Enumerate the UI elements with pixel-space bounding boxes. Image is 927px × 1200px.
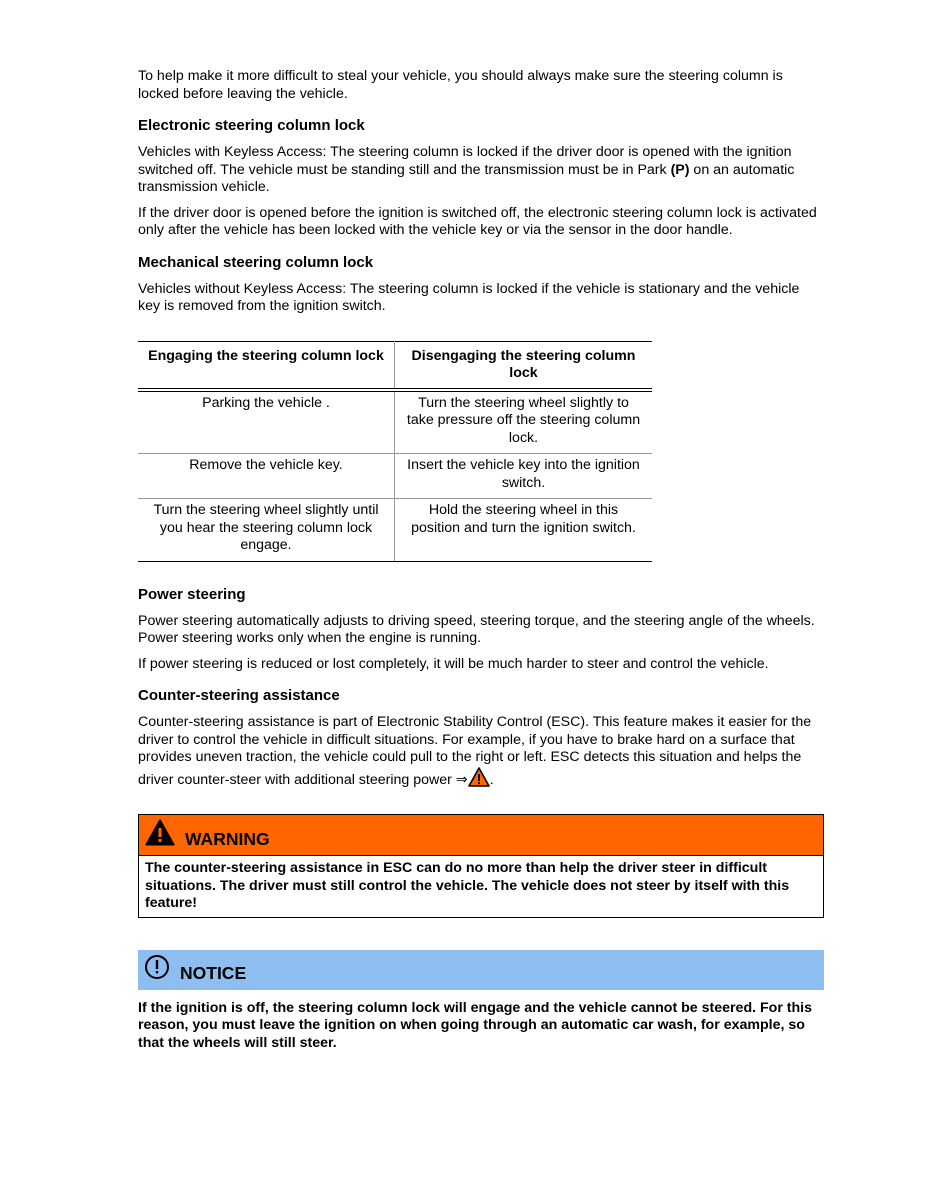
warning-triangle-icon (145, 819, 175, 852)
warning-header (139, 815, 823, 856)
counter-steering-heading: Counter-steering assistance (138, 687, 340, 704)
counter-steering-paragraph: Counter-steering assistance is part of Electronic Stability Control (ESC). This feature makes it easier for the driver to control the vehicle in difficult situations. For example, if you have to brake hard on a surface that provides uneven traction, the vehicle could pull to the right or left. ESC detects this situation and helps the driver counter-steer with additional steering power ⇒ . (138, 714, 824, 792)
steering-lock-table (138, 341, 652, 562)
notice-box (138, 950, 824, 1053)
table-cell: Turn the steering wheel slightly to take pressure off the steering column lock. (395, 390, 653, 454)
table-cell: Parking the vehicle . (138, 390, 395, 454)
table-row (138, 454, 652, 499)
notice-header (138, 950, 824, 990)
table-header-engaging: Engaging the steering column lock (138, 341, 395, 390)
manual-page (138, 68, 824, 1052)
electronic-lock-paragraph-2: If the driver door is opened before the ignition is switched off, the electronic steering column lock is activated only after the vehicle has been locked with the vehicle key or via the sensor in the door handle. (138, 204, 817, 238)
mechanical-lock-heading: Mechanical steering column lock (138, 253, 374, 271)
notice-text: If the ignition is off, the steering column lock will engage and the vehicle cannot be steered. For this reason, you must leave the ignition on when going through an automatic car wash, for example, so that the wheels will still steer. (138, 999, 813, 1051)
electronic-lock-paragraph-1: Vehicles with Keyless Access: The steering column is locked if the driver door is opened with the ignition switched off. The vehicle must be standing still and the transmission must be in Park (P) on an automatic transmission vehicle. (138, 144, 795, 195)
warning-text: The counter-steering assistance in ESC can do no more than help the driver steer in difficult situations. The driver must still control the vehicle. The vehicle does not steer by itself with this feature! (145, 860, 790, 911)
table-cell: Hold the steering wheel in this position and turn the ignition switch. (395, 499, 653, 562)
intro-paragraph: To help make it more difficult to steal your vehicle, you should always make sure the steering column is locked before leaving the vehicle. (138, 68, 783, 102)
power-steering-heading: Power steering (138, 585, 246, 603)
table-row (138, 499, 652, 562)
mechanical-lock-paragraph: Vehicles without Keyless Access: The steering column is locked if the vehicle is stationary and the vehicle key is removed from the ignition switch. (138, 280, 800, 314)
electronic-lock-heading: Electronic steering column lock (138, 117, 365, 134)
table-row (138, 390, 652, 454)
warning-label: WARNING (185, 829, 270, 850)
table-cell: Insert the vehicle key into the ignition switch. (395, 454, 653, 499)
notice-label: NOTICE (180, 962, 247, 983)
park-symbol: (P) (670, 161, 690, 178)
exclamation-circle-icon (144, 954, 170, 986)
table-cell: Remove the vehicle key. (138, 454, 395, 499)
table-header-disengaging: Disengaging the steering column lock (395, 341, 653, 390)
power-steering-paragraph-2: If power steering is reduced or lost completely, it will be much harder to steer and control the vehicle. (138, 655, 769, 672)
warning-triangle-icon[interactable] (468, 767, 490, 793)
warning-box (138, 814, 824, 918)
power-steering-paragraph-1: Power steering automatically adjusts to driving speed, steering torque, and the steering angle of the wheels. Power steering works only when the engine is running. (138, 612, 815, 646)
table-cell: Turn the steering wheel slightly until you hear the steering column lock engage. (138, 499, 395, 562)
